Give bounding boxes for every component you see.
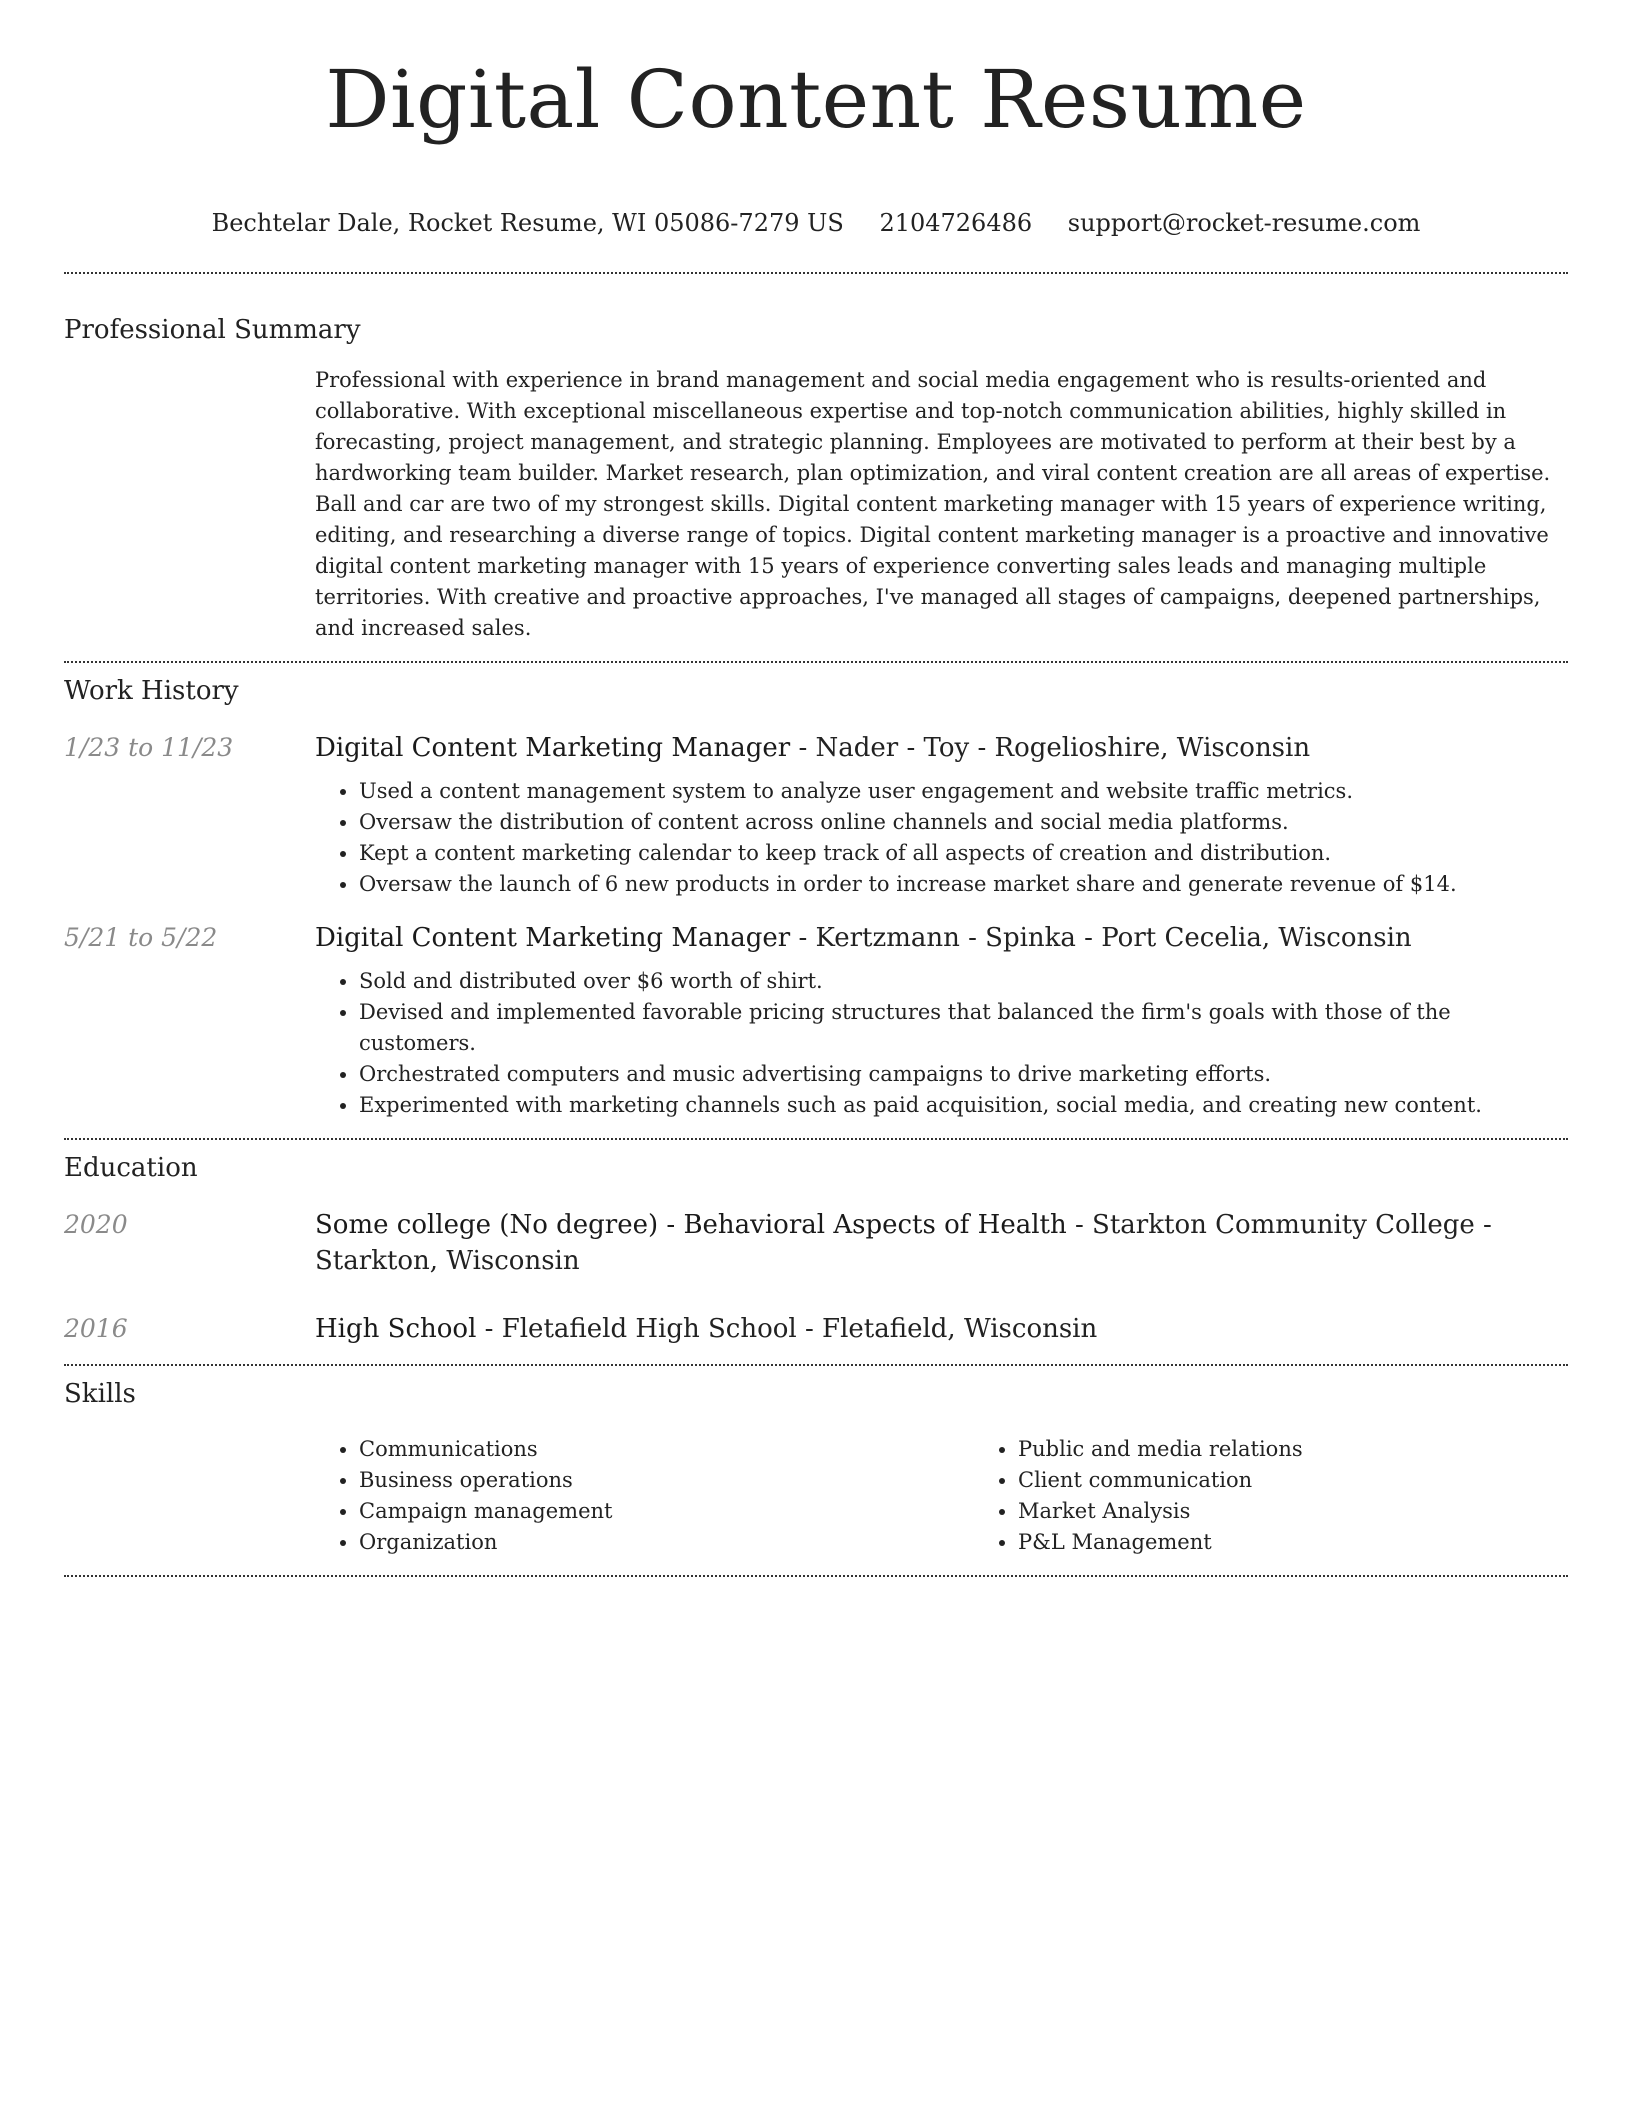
education-entry <box>64 1207 1568 1279</box>
job-bullets <box>315 776 1568 900</box>
summary-row <box>64 365 1568 644</box>
job-dates: 1/23 to 11/23 <box>64 733 234 762</box>
contact-email: support@rocket-resume.com <box>1067 209 1421 237</box>
summary-text: Professional with experience in brand management and social media engagement who is results-oriented and collaborative. With exceptional miscellaneous expertise and top-notch communication abilities, highly skilled in forecasting, project management, and strategic planning. Employees are motivated to perform at their best by a hardworking team builder. Market research, plan optimization, and viral content creation are all areas of expertise. Ball and car are two of my strongest skills. Digital content marketing manager with 15 years of experience writing, editing, and researching a diverse range of topics. Digital content marketing manager is a proactive and innovative digital content marketing manager with 15 years of experience converting sales leads and managing multiple territories. With creative and proactive approaches, I've managed all stages of campaigns, deepened partnerships, and increased sales. <box>315 368 1551 640</box>
list-item: • Kept a content marketing calendar to keep track of all aspects of creation and distribution. <box>359 838 1568 869</box>
skills-list-left <box>315 1434 974 1558</box>
skill-item: • Market Analysis <box>1018 1496 1632 1527</box>
list-item: • Sold and distributed over $6 worth of shirt. <box>359 966 1568 997</box>
section-title-summary: Professional Summary <box>64 315 361 345</box>
list-item: • Oversaw the launch of 6 new products in order to increase market share and generate revenue of $14. <box>359 869 1568 900</box>
skill-item: • P&L Management <box>1018 1527 1632 1558</box>
job-entry <box>64 920 1568 1121</box>
list-item: • Devised and implemented favorable pricing structures that balanced the firm's goals with those of the customers. <box>359 997 1568 1059</box>
education-title <box>315 1207 1568 1279</box>
education-entry <box>64 1311 1568 1347</box>
job-details: - Nader - Toy - Rogelioshire, Wisconsin <box>790 733 1311 763</box>
education-title <box>315 1311 1568 1347</box>
divider <box>64 1364 1568 1366</box>
education-year: 2016 <box>64 1314 128 1343</box>
divider <box>64 272 1568 274</box>
skill-item: • Client communication <box>1018 1465 1632 1496</box>
skills-grid <box>315 1434 1632 1558</box>
contact-line <box>64 208 1568 238</box>
divider <box>64 1138 1568 1140</box>
section-title-work: Work History <box>64 676 239 706</box>
skill-item: • Campaign management <box>359 1496 974 1527</box>
contact-phone: 2104726486 <box>879 209 1033 237</box>
education-degree: Some college (No degree) - Behavioral Aspects of Health <box>315 1210 1067 1240</box>
job-title <box>315 920 1568 956</box>
skill-item: • Organization <box>359 1527 974 1558</box>
divider <box>64 661 1568 663</box>
skills-row <box>64 1434 1568 1558</box>
job-dates: 5/21 to 5/22 <box>64 923 218 952</box>
job-role: Digital Content Marketing Manager <box>315 923 791 953</box>
list-item: • Orchestrated computers and music advertising campaigns to drive marketing efforts. <box>359 1059 1568 1090</box>
skill-item: • Communications <box>359 1434 974 1465</box>
list-item: • Oversaw the distribution of content across online channels and social media platforms. <box>359 807 1568 838</box>
list-item: • Experimented with marketing channels such as paid acquisition, social media, and creating new content. <box>359 1090 1568 1121</box>
job-role: Digital Content Marketing Manager <box>315 733 791 763</box>
education-year: 2020 <box>64 1210 128 1239</box>
skill-item: • Public and media relations <box>1018 1434 1632 1465</box>
job-details: - Kertzmann - Spinka - Port Cecelia, Wisconsin <box>790 923 1412 953</box>
education-details: - Fletafield High School - Fletafield, Wisconsin <box>476 1314 1098 1344</box>
contact-address: Bechtelar Dale, Rocket Resume, WI 05086-7279 US <box>211 209 844 237</box>
divider <box>64 1575 1568 1577</box>
education-details: - Starkton Community College - Starkton, Wisconsin <box>315 1210 1492 1276</box>
job-bullets <box>315 966 1568 1121</box>
job-title <box>315 730 1568 766</box>
job-entry <box>64 730 1568 900</box>
section-title-skills: Skills <box>64 1379 136 1409</box>
list-item: • Used a content management system to analyze user engagement and website traffic metrics. <box>359 776 1568 807</box>
skills-list-right <box>974 1434 1632 1558</box>
section-title-education: Education <box>64 1153 198 1183</box>
resume-title: Digital Content Resume <box>325 53 1307 146</box>
skill-item: • Business operations <box>359 1465 974 1496</box>
education-degree: High School <box>315 1314 477 1344</box>
